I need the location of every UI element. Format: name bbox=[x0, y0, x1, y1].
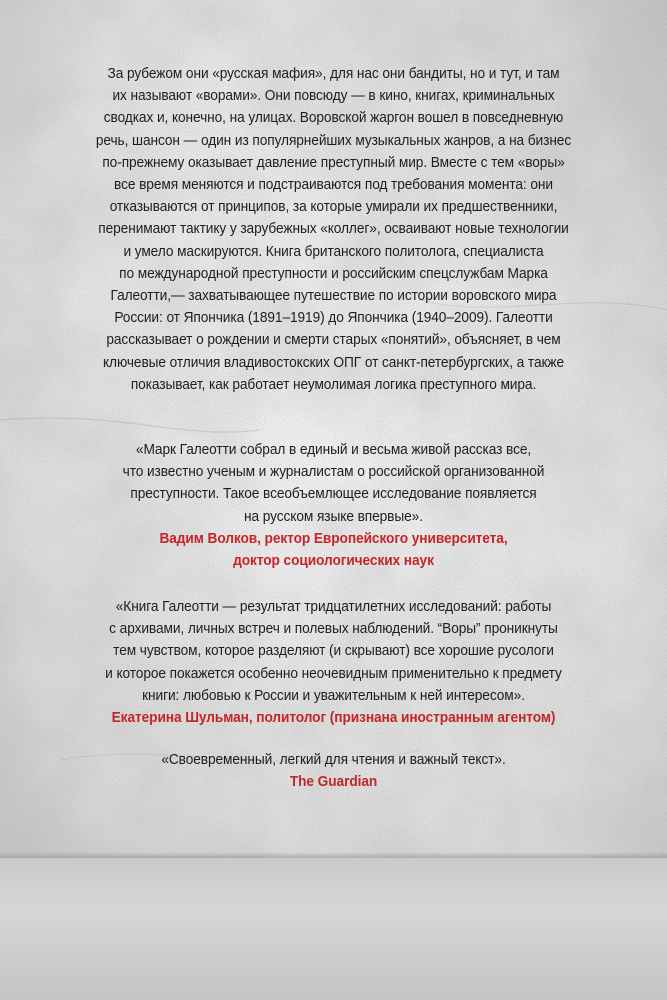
concrete-floor bbox=[0, 858, 667, 1000]
review-quote-line: с архивами, личных встреч и полевых наблюдений. “Воры” проникнуты bbox=[109, 621, 558, 638]
description-line: по-прежнему оказывает давление преступный мир. Вместе с тем «воры» bbox=[102, 154, 565, 171]
review-quote-line: «Своевременный, легкий для чтения и важный текст». bbox=[161, 752, 506, 768]
review-attribution: Екатерина Шульман, политолог (признана иностранным агентом) bbox=[111, 710, 556, 727]
review-quote-line: и которое покажется особенно неочевидным применительно к предмету bbox=[105, 665, 562, 682]
description-line: За рубежом они «русская мафия», для нас они бандиты, но и тут, и там bbox=[107, 66, 560, 82]
review-quote-line: что известно ученым и журналистам о российской организованной bbox=[122, 464, 545, 481]
review-quote-line: «Книга Галеотти — результат тридцатилетних исследований: работы bbox=[115, 599, 552, 615]
description-line: речь, шансон — один из популярнейших музыкальных жанров, а на бизнес bbox=[95, 132, 572, 149]
book-description bbox=[58, 63, 610, 396]
review-attribution: Вадим Волков, ректор Европейского университета, bbox=[159, 530, 508, 547]
description-line: перенимают тактику у зарубежных «коллег», осваивают новые технологии bbox=[98, 221, 569, 238]
review-quote-line: тем чувством, которое разделяют (и скрывают) все хорошие русологи bbox=[113, 643, 554, 660]
description-line: сводках и, конечно, на улицах. Воровской жаргон вошел в повседневную bbox=[103, 110, 564, 127]
description-line: Галеотти,— захватывающее путешествие по истории воровского мира bbox=[110, 288, 557, 305]
review-shulman bbox=[58, 596, 610, 729]
description-line: их называют «ворами». Они повсюду — в кино, книгах, криминальных bbox=[112, 88, 555, 105]
description-line: России: от Япончика (1891–1919) до Япончика (1940–2009). Галеотти bbox=[114, 310, 553, 327]
review-quote-line: преступности. Такое всеобъемлющее исследование появляется bbox=[130, 486, 537, 503]
description-line: все время меняются и подстраиваются под требования момента: они bbox=[114, 177, 553, 194]
review-guardian bbox=[58, 749, 610, 793]
description-line: по международной преступности и российским спецслужбам Марка bbox=[119, 265, 548, 282]
description-line: и умело маскируются. Книга британского политолога, специалиста bbox=[123, 243, 544, 260]
review-quote-line: на русском языке впервые». bbox=[244, 508, 423, 525]
review-quote-line: книги: любовью к России и уважительным к ней интересом». bbox=[142, 687, 525, 704]
review-volkov bbox=[58, 439, 610, 572]
review-quote-line: «Марк Галеотти собрал в единый и весьма живой рассказ все, bbox=[135, 442, 532, 458]
description-line: рассказывает о рождении и смерти старых «понятий», объясняет, в чем bbox=[106, 332, 561, 349]
description-line: отказываются от принципов, за которые умирали их предшественники, bbox=[109, 199, 558, 216]
review-attribution: доктор социологических наук bbox=[233, 553, 434, 570]
description-line: показывает, как работает неумолимая логика преступного мира. bbox=[130, 376, 537, 393]
review-attribution: The Guardian bbox=[289, 774, 378, 791]
description-line: ключевые отличия владивостокских ОПГ от санкт-петербургских, а также bbox=[102, 354, 565, 371]
